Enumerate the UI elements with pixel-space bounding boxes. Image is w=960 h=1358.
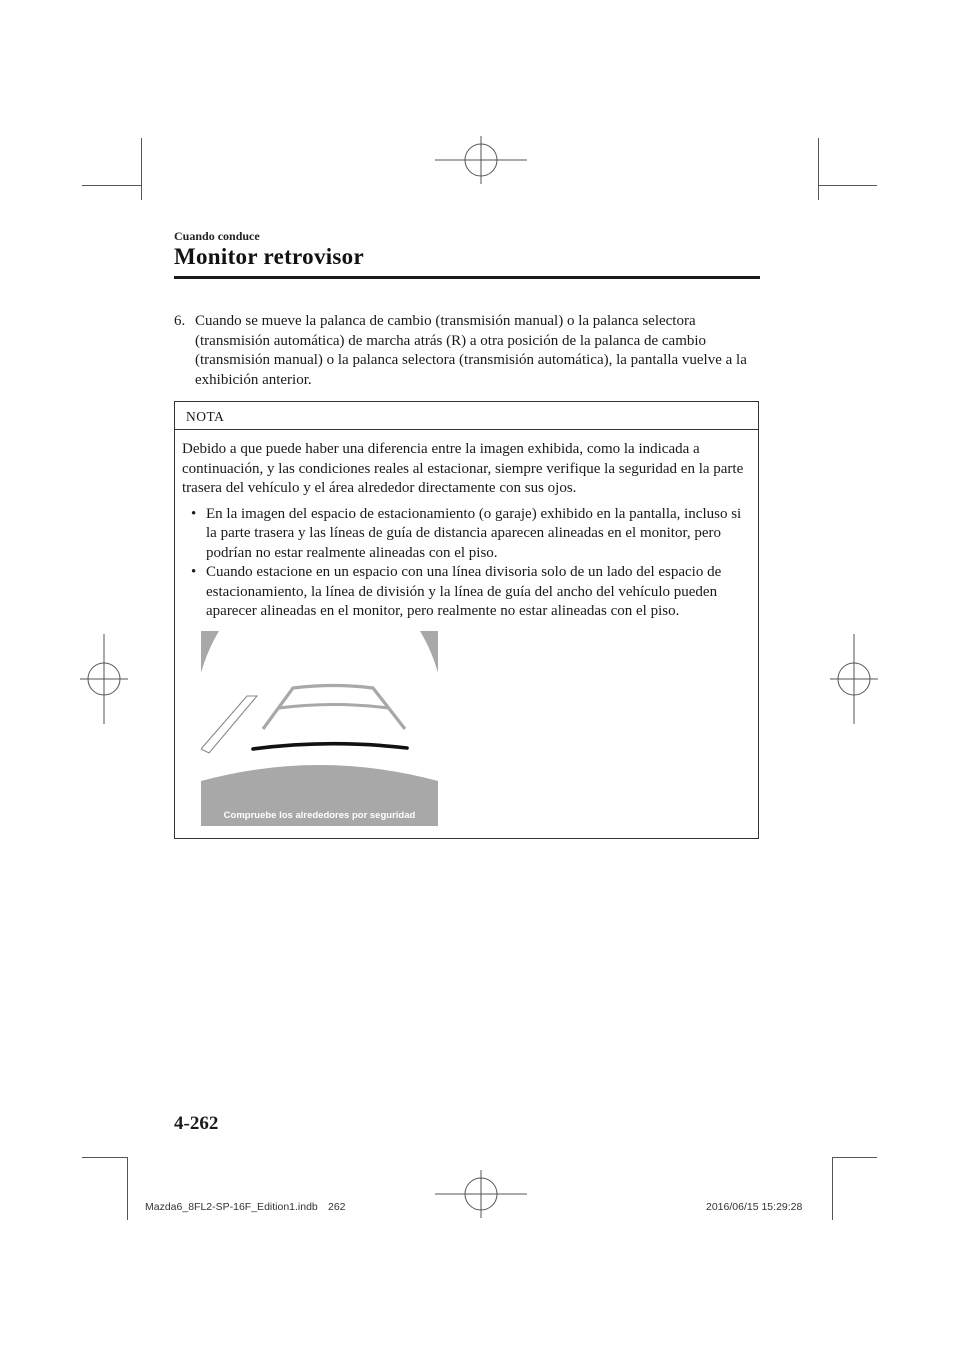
title-rule [174,276,760,279]
footer-file-page: 262 [328,1201,346,1213]
note-bullet [182,563,752,622]
registration-mark-right [830,634,878,724]
footer-file-name: Mazda6_8FL2-SP-16F_Edition1.indb [145,1201,318,1213]
note-bullet-text: En la imagen del espacio de estacionamiento (o garaje) exhibido en la pantalla, incluso si la parte trasera y las líneas de guía de distancia aparecen alineadas en el monitor, pero podrían no estar realmente alineadas con el piso. [206,505,742,561]
footer-timestamp: 2016/06/15 15:29:28 [706,1201,803,1213]
note-bullet [182,505,752,564]
rear-camera-view [201,631,438,826]
registration-mark-top [435,136,527,184]
page-title: Monitor retrovisor [174,244,364,269]
note-header [175,402,758,430]
step-item [174,312,764,390]
bullet-glyph: • [191,505,197,522]
section-label: Cuando conduce [174,229,260,243]
step-number: 6. [174,313,186,329]
note-intro: Debido a que puede haber una diferencia entre la imagen exhibida, como la indicada a continuación, y las condiciones reales al estacionar, siempre verifique la seguridad en la parte trasera del vehículo y el área alrededor directamente con sus ojos. [182,441,744,496]
page-number: 4-262 [174,1113,219,1134]
registration-mark-left [80,634,128,724]
step-text: Cuando se mueve la palanca de cambio (transmisión manual) o la palanca selectora (transmisión automática) de marcha atrás (R) a otra posición de la palanca de cambio (transmisión manual) o la palanca selectora (transmisión automática), la pantalla vuelve a la exhibición anterior. [195,313,747,388]
rear-camera-illustration [201,631,438,826]
note-title: NOTA [186,409,225,424]
note-body [182,440,752,622]
bullet-glyph: • [191,564,197,580]
note-bullet-text: Cuando estacione en un espacio con una línea divisoria solo de un lado del espacio de estacionamiento, la línea de división y la línea de guía del ancho del vehículo pueden aparecer alineadas en el monitor, pero realmente no estar alineadas con el piso. [206,564,722,619]
note-bullet-list [182,505,752,622]
registration-mark-bottom [435,1170,527,1218]
camera-warning-text: Compruebe los alrededores por seguridad [223,810,416,821]
